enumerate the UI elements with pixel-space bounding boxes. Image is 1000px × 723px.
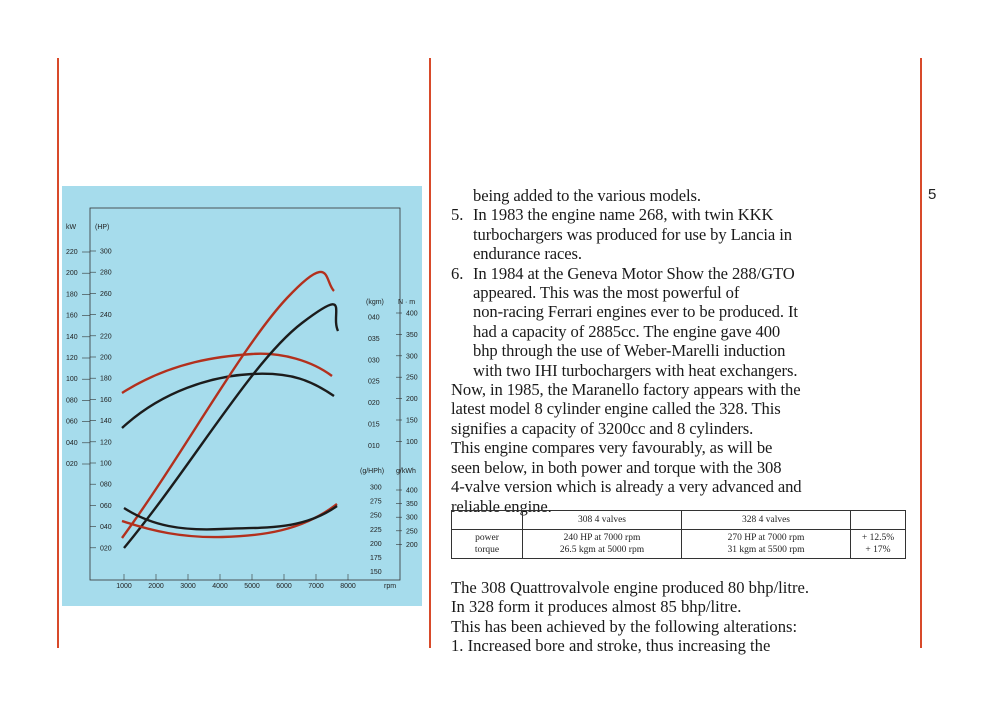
torque-curve-308 [122, 374, 334, 428]
text-line: had a capacity of 2885cc. The engine gave 400 [473, 321, 781, 341]
text-line: latest model 8 cylinder engine called the 328. This [451, 399, 781, 419]
kw-tick-label: 100 [66, 376, 78, 384]
rpm-tick-label: 5000 [244, 583, 260, 590]
cell-308-power: 240 HP at 7000 rpm [563, 533, 641, 543]
cell-308-torque: 26.5 kgm at 5000 rpm [559, 545, 645, 555]
kw-axis-unit: kW [66, 224, 77, 231]
nm-tick-label: 150 [406, 417, 418, 425]
rpm-tick-label: 8000 [340, 583, 356, 590]
table-header-328: 328 4 valves [682, 511, 851, 530]
row-label-torque: torque [474, 545, 500, 555]
rpm-tick-label: 4000 [212, 583, 228, 590]
list-item-number: 6. [451, 263, 464, 283]
nm-tick-label: 300 [406, 353, 418, 361]
nm-tick-label: 400 [406, 310, 418, 318]
text-line: non-racing Ferrari engines ever to be produced. It [473, 302, 798, 322]
text-line: with two IHI turbochargers with heat exchangers. [473, 360, 798, 380]
text-continuation: being added to the various models. [473, 186, 701, 205]
text-line: appeared. This was the most powerful of [473, 283, 740, 303]
hp-axis-unit: (HP) [95, 224, 110, 231]
hp-tick-label: 260 [100, 290, 112, 298]
cell-diff-torque: + 17% [865, 545, 891, 555]
consumption-curve-308 [124, 506, 337, 529]
hp-tick-label: 240 [100, 312, 112, 320]
hp-tick-label: 180 [100, 375, 112, 383]
kw-tick-label: 120 [66, 355, 78, 362]
nm-tick-label: 250 [406, 374, 418, 382]
kgm-tick-label: 020 [368, 400, 380, 408]
text-line: 1. Increased bore and stroke, thus increasing the [451, 636, 771, 656]
text-line: In 328 form it produces almost 85 bhp/litre. [451, 597, 742, 617]
chart-frame [90, 208, 400, 580]
ghph-tick-label: 225 [370, 526, 382, 534]
hp-tick-label: 300 [100, 248, 112, 256]
kgm-tick-label: 040 [368, 314, 380, 322]
kgm-tick-label: 010 [368, 442, 380, 450]
nm-tick-label: 350 [406, 331, 418, 339]
kgm-tick-label: 015 [368, 421, 380, 429]
list-item [451, 205, 921, 263]
table-header-row [452, 511, 906, 530]
text-line: This engine compares very favourably, as will be [451, 438, 773, 458]
text-line: The 308 Quattrovalvole engine produced 80 bhp/litre. [451, 578, 810, 597]
hp-tick-label: 020 [100, 545, 112, 553]
rpm-tick-label: 1000 [116, 583, 132, 590]
cell-328-power: 270 HP at 7000 rpm [727, 533, 805, 543]
comparison-table [451, 510, 906, 559]
hp-tick-label: 060 [100, 502, 112, 510]
text-line: turbochargers was produced for use by Lancia in [473, 224, 792, 244]
hp-tick-label: 280 [100, 269, 112, 277]
kgm-axis-unit: (kgm) [366, 299, 384, 306]
chart-svg [62, 186, 422, 606]
hp-tick-label: 220 [100, 333, 112, 341]
ghph-tick-label: 300 [370, 484, 382, 492]
rpm-tick-label: 7000 [308, 583, 324, 590]
gkwh-tick-label: 400 [406, 487, 418, 495]
hp-tick-label: 160 [100, 396, 112, 404]
kw-tick-label: 040 [66, 439, 78, 447]
table-row [452, 530, 906, 559]
text-line: bhp through the use of Weber-Marelli induction [473, 341, 786, 361]
kw-tick-label: 220 [66, 249, 78, 256]
gkwh-tick-label: 350 [406, 501, 418, 509]
text-line: This has been achieved by the following alterations: [451, 616, 798, 636]
body-text-column [451, 186, 921, 516]
text-line: In 1984 at the Geneva Motor Show the 288/GTO [473, 263, 795, 283]
ghph-tick-label: 150 [370, 569, 382, 577]
gkwh-tick-label: 250 [406, 528, 418, 536]
kw-tick-label: 060 [66, 418, 78, 426]
nm-axis-unit: N · m [398, 299, 416, 306]
left-margin-rule [57, 58, 59, 648]
list-item [451, 264, 921, 380]
cell-328-torque: 31 kgm at 5500 rpm [727, 545, 805, 555]
gkwh-axis-unit: g/kWh [396, 468, 416, 475]
page-number: 5 [928, 186, 937, 203]
text-line: seen below, in both power and torque with the 308 [451, 457, 782, 477]
nm-tick-label: 200 [406, 396, 418, 404]
hp-tick-label: 040 [100, 524, 112, 532]
kw-tick-label: 160 [66, 312, 78, 320]
gkwh-tick-label: 200 [406, 541, 418, 549]
row-label-power: power [475, 533, 499, 543]
kgm-tick-label: 030 [368, 357, 380, 365]
text-line: In 1983 the engine name 268, with twin KKK [473, 205, 774, 225]
kw-tick-label: 140 [66, 333, 78, 341]
kw-tick-label: 180 [66, 291, 78, 299]
hp-tick-label: 200 [100, 354, 112, 362]
text-line: endurance races. [473, 244, 582, 264]
rpm-axis-unit: rpm [384, 583, 397, 590]
text-line: Now, in 1985, the Maranello factory appears with the [451, 380, 801, 400]
ghph-tick-label: 275 [370, 498, 382, 506]
rpm-tick-label: 6000 [276, 583, 292, 590]
cell-diff-power: + 12.5% [861, 533, 895, 543]
kw-tick-label: 080 [66, 397, 78, 405]
text-line: reliable engine. [451, 496, 552, 516]
table-header-308: 308 4 valves [523, 511, 682, 530]
rpm-tick-label: 2000 [148, 583, 164, 590]
ghph-axis-unit: (g/HPh) [360, 468, 385, 475]
kgm-tick-label: 025 [368, 378, 380, 386]
kgm-tick-label: 035 [368, 335, 380, 343]
table-header-blank [452, 511, 523, 530]
table-header-diff [851, 511, 906, 530]
hp-tick-label: 140 [100, 418, 112, 426]
text-line: signifies a capacity of 3200cc and 8 cylinders. [451, 418, 754, 438]
torque-curve-328 [122, 354, 332, 393]
nm-tick-label: 100 [406, 438, 418, 446]
kw-tick-label: 020 [66, 461, 78, 468]
text-line: 4-valve version which is already a very advanced and [451, 477, 802, 497]
rpm-tick-label: 3000 [180, 583, 196, 590]
list-item-number: 5. [451, 205, 464, 225]
ghph-tick-label: 200 [370, 540, 382, 548]
engine-performance-chart [62, 186, 422, 606]
kw-tick-label: 200 [66, 270, 78, 278]
ghph-tick-label: 250 [370, 512, 382, 520]
power-curve-308 [124, 304, 338, 548]
hp-tick-label: 080 [100, 481, 112, 489]
hp-tick-label: 100 [100, 460, 112, 468]
gkwh-tick-label: 300 [406, 514, 418, 522]
ghph-tick-label: 175 [370, 555, 382, 562]
bottom-text [451, 578, 921, 656]
hp-tick-label: 120 [100, 439, 112, 447]
center-margin-rule [429, 58, 431, 648]
